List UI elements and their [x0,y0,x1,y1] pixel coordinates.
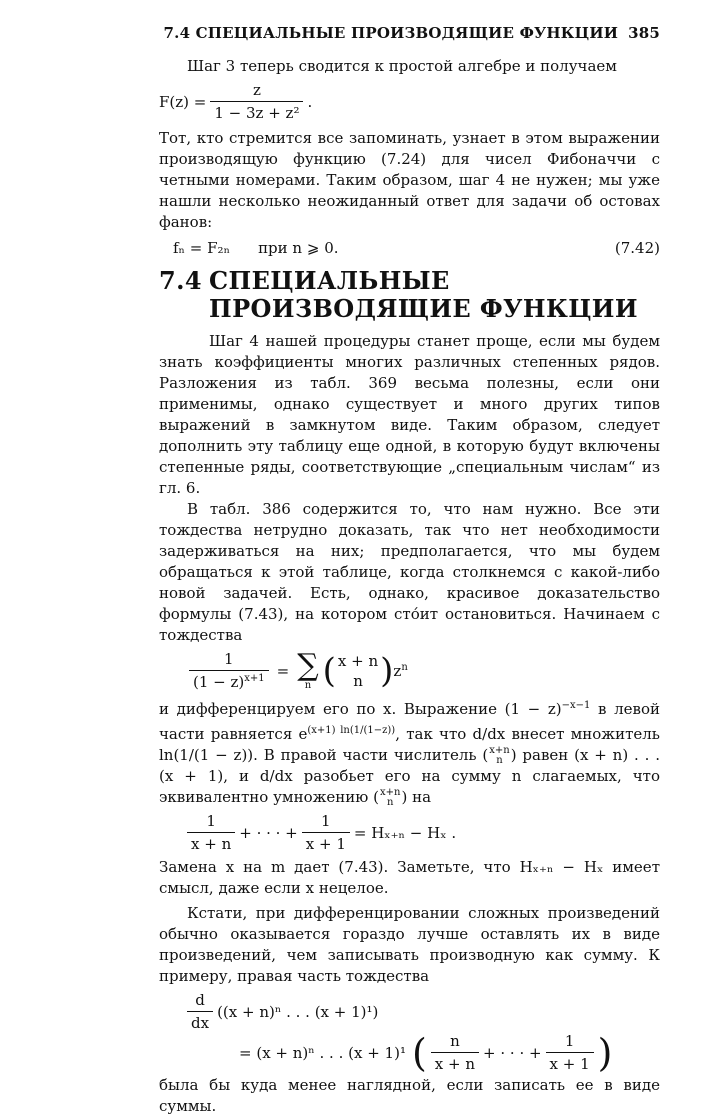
inline-binom-2-bottom: n [386,797,394,808]
eq4-f1-num: 1 [206,812,216,830]
inline-binom-1 [489,746,509,766]
section-heading [159,267,660,323]
eq2-condition: при n ⩾ 0. [258,239,339,257]
eq3-z: z [393,661,402,680]
eq3-z-exponent: n [401,661,408,673]
header-title: 7.4 СПЕЦИАЛЬНЫЕ ПРОИЗВОДЯЩИЕ ФУНКЦИИ [163,24,619,42]
inline-binom-1-top: x+n [489,745,510,756]
eq5-d-den: dx [187,1011,213,1032]
eq2-number: (7.42) [614,239,660,257]
eq5-f1-num: n [450,1032,460,1050]
paragraph-1: Шаг 3 теперь сводится к простой алгебре и получаем [187,57,617,75]
eq5-line-1 [183,991,660,1032]
eq4-f1-den: x + n [187,832,235,853]
inline-binom-1-bottom: n [496,755,503,766]
eq3-denominator [189,670,269,691]
paragraph-5: и дифференцируем его по x. Выражение $(1 - z)^{-x-1}$ в левой части равняется $e^{(x+1) ln(1/(1-z))}$, так что d/dx внесет множитель ln(1/(1 − z)). В правой части числитель ( x+n n ) равен (x + n) . . . (x + 1), и d/dx разобьет его на сумму n слагаемых, что эквивалентно умножению ( x+n n ) на [159,700,661,808]
eq1-denominator: 1 − 3z + z² [210,101,303,122]
eq5-f2-num: 1 [564,1032,575,1050]
eq4-rhs: = Hₓ₊ₙ − Hₓ . [353,823,457,842]
eq1-fraction [210,81,303,122]
p5-part-e: на [407,788,432,806]
eq5-line2-text: = (x + n)ⁿ . . . (x + 1)¹ [239,1043,406,1062]
eq5-f2-den: x + 1 [546,1052,594,1073]
section-number: 7.4 [159,266,202,295]
eq1-numerator: z [252,81,261,99]
eq4-fraction-2 [302,812,350,853]
p5-exp-a: −x−1 [561,700,591,711]
p5-part-a: и дифференцируем его по x. Выражение (1 − z) [159,700,562,718]
paragraph-4: В табл. 386 содержится то, что нам нужно. Все эти тождества нетрудно доказать, так что нет необходимости задерживаться на них; предполагается, что мы будем обращаться к этой таблице, когда столкнемся с какой-либо новой задачей. Есть, однако, красивое доказательство формулы (7.43), на котором сто́ит остановиться. Начинаем с тождества [159,500,660,644]
running-header [159,24,660,52]
binom-top: x + n [337,651,379,670]
sum-index: n [304,679,312,691]
eq2-body: fₙ = F₂ₙ [173,239,231,257]
equation-7-42 [159,239,660,257]
equation-1 [159,81,660,122]
eq5-line1-text: ((x + n)ⁿ . . . (x + 1)¹) [217,1002,379,1021]
eq3-den-exponent: x+1 [244,673,265,684]
paragraph-2: Тот, кто стремится все запоминать, узнает в этом выражении производящую функцию (7.24) для чисел Фибоначчи с четными номерами. Таким образом, шаг 4 не нужен; мы уже нашли несколько неожиданный ответ для задачи об остовах фанов: [159,129,660,231]
eq3-tail [393,662,407,680]
inline-binom-2-top: x+n [379,787,401,798]
p5-part-c: , так что d/dx внесет множитель ln(1/(1 − z)). В правой части числитель [159,725,660,764]
eq5-derivative-op [187,991,213,1032]
inline-binom-2 [380,788,400,808]
eq4-dots: + · · · + [239,823,298,842]
eq5-fraction-1 [431,1032,479,1073]
paragraph-6: Замена x на m дает (7.43). Заметьте, что Hₓ₊ₙ − Hₓ имеет смысл, даже если x нецелое. [159,858,660,897]
binom-bottom: n [353,671,363,690]
section-title-line2: ПРОИЗВОДЯЩИЕ ФУНКЦИИ [209,294,638,323]
p5-part-d: равен (x + n) . . . (x + 1), и d/dx разобьет его на сумму n слагаемых, что эквивалентно умножению [159,746,661,806]
eq3-fraction [189,650,269,691]
paragraph-8: была бы куда менее наглядной, если записать ее в виде суммы. [159,1076,660,1115]
section-title-text [209,267,638,323]
page [159,24,660,1117]
paragraph-7: Кстати, при дифференцировании сложных произведений обычно оказывается гораздо лучше оставлять их в виде произведений, чем записывать производную как сумму. К примеру, правая часть тождества [159,904,660,985]
eq3-equals: = [276,661,290,680]
p5-part-b: в левой части равняется e [159,700,660,743]
equation-identity [185,647,660,691]
section-title-line1: СПЕЦИАЛЬНЫЕ [209,266,450,295]
summation-symbol: ∑ n [297,647,319,691]
paragraph-3: Шаг 4 нашей процедуры станет проще, если мы будем знать коэффициенты многих различных степенных рядов. Разложения из табл. 369 весьма полезны, если они применимы, однако существует и много других типов выражений в замкнутом виде. Таким образом, следует дополнить эту таблицу еще одной, в которую будут включены степенные ряды, соответствующие „специальным числам“ из гл. 6. [159,332,660,497]
eq5-dots: + · · · + [483,1043,542,1062]
eq5-fraction-2 [546,1032,594,1073]
eq5-f1-den: x + n [431,1052,479,1073]
eq1-lhs: F(z) = [159,92,207,111]
p5-exp-b: (x+1) ln(1/(1−z)) [307,725,396,736]
eq4-f2-num: 1 [321,812,331,830]
eq3-numerator: 1 [224,650,234,668]
binomial-coefficient: ( x + n n ) [322,650,394,691]
eq1-period: . [307,92,313,111]
eq5-line-2: = (x + n)ⁿ . . . (x + 1)¹ ( $\frac{n}{x + n}$ + · · · + $\frac{1}{x + 1}$ ) [239,1030,613,1075]
page-number: 385 [628,24,660,42]
equation-harmonic [183,812,660,853]
eq4-fraction-1 [187,812,235,853]
eq4-f2-den: x + 1 [302,832,350,853]
eq5-d-num: d [195,991,205,1009]
equation-derivative [183,991,660,1073]
eq3-den-base: (1 − z) [193,673,245,691]
